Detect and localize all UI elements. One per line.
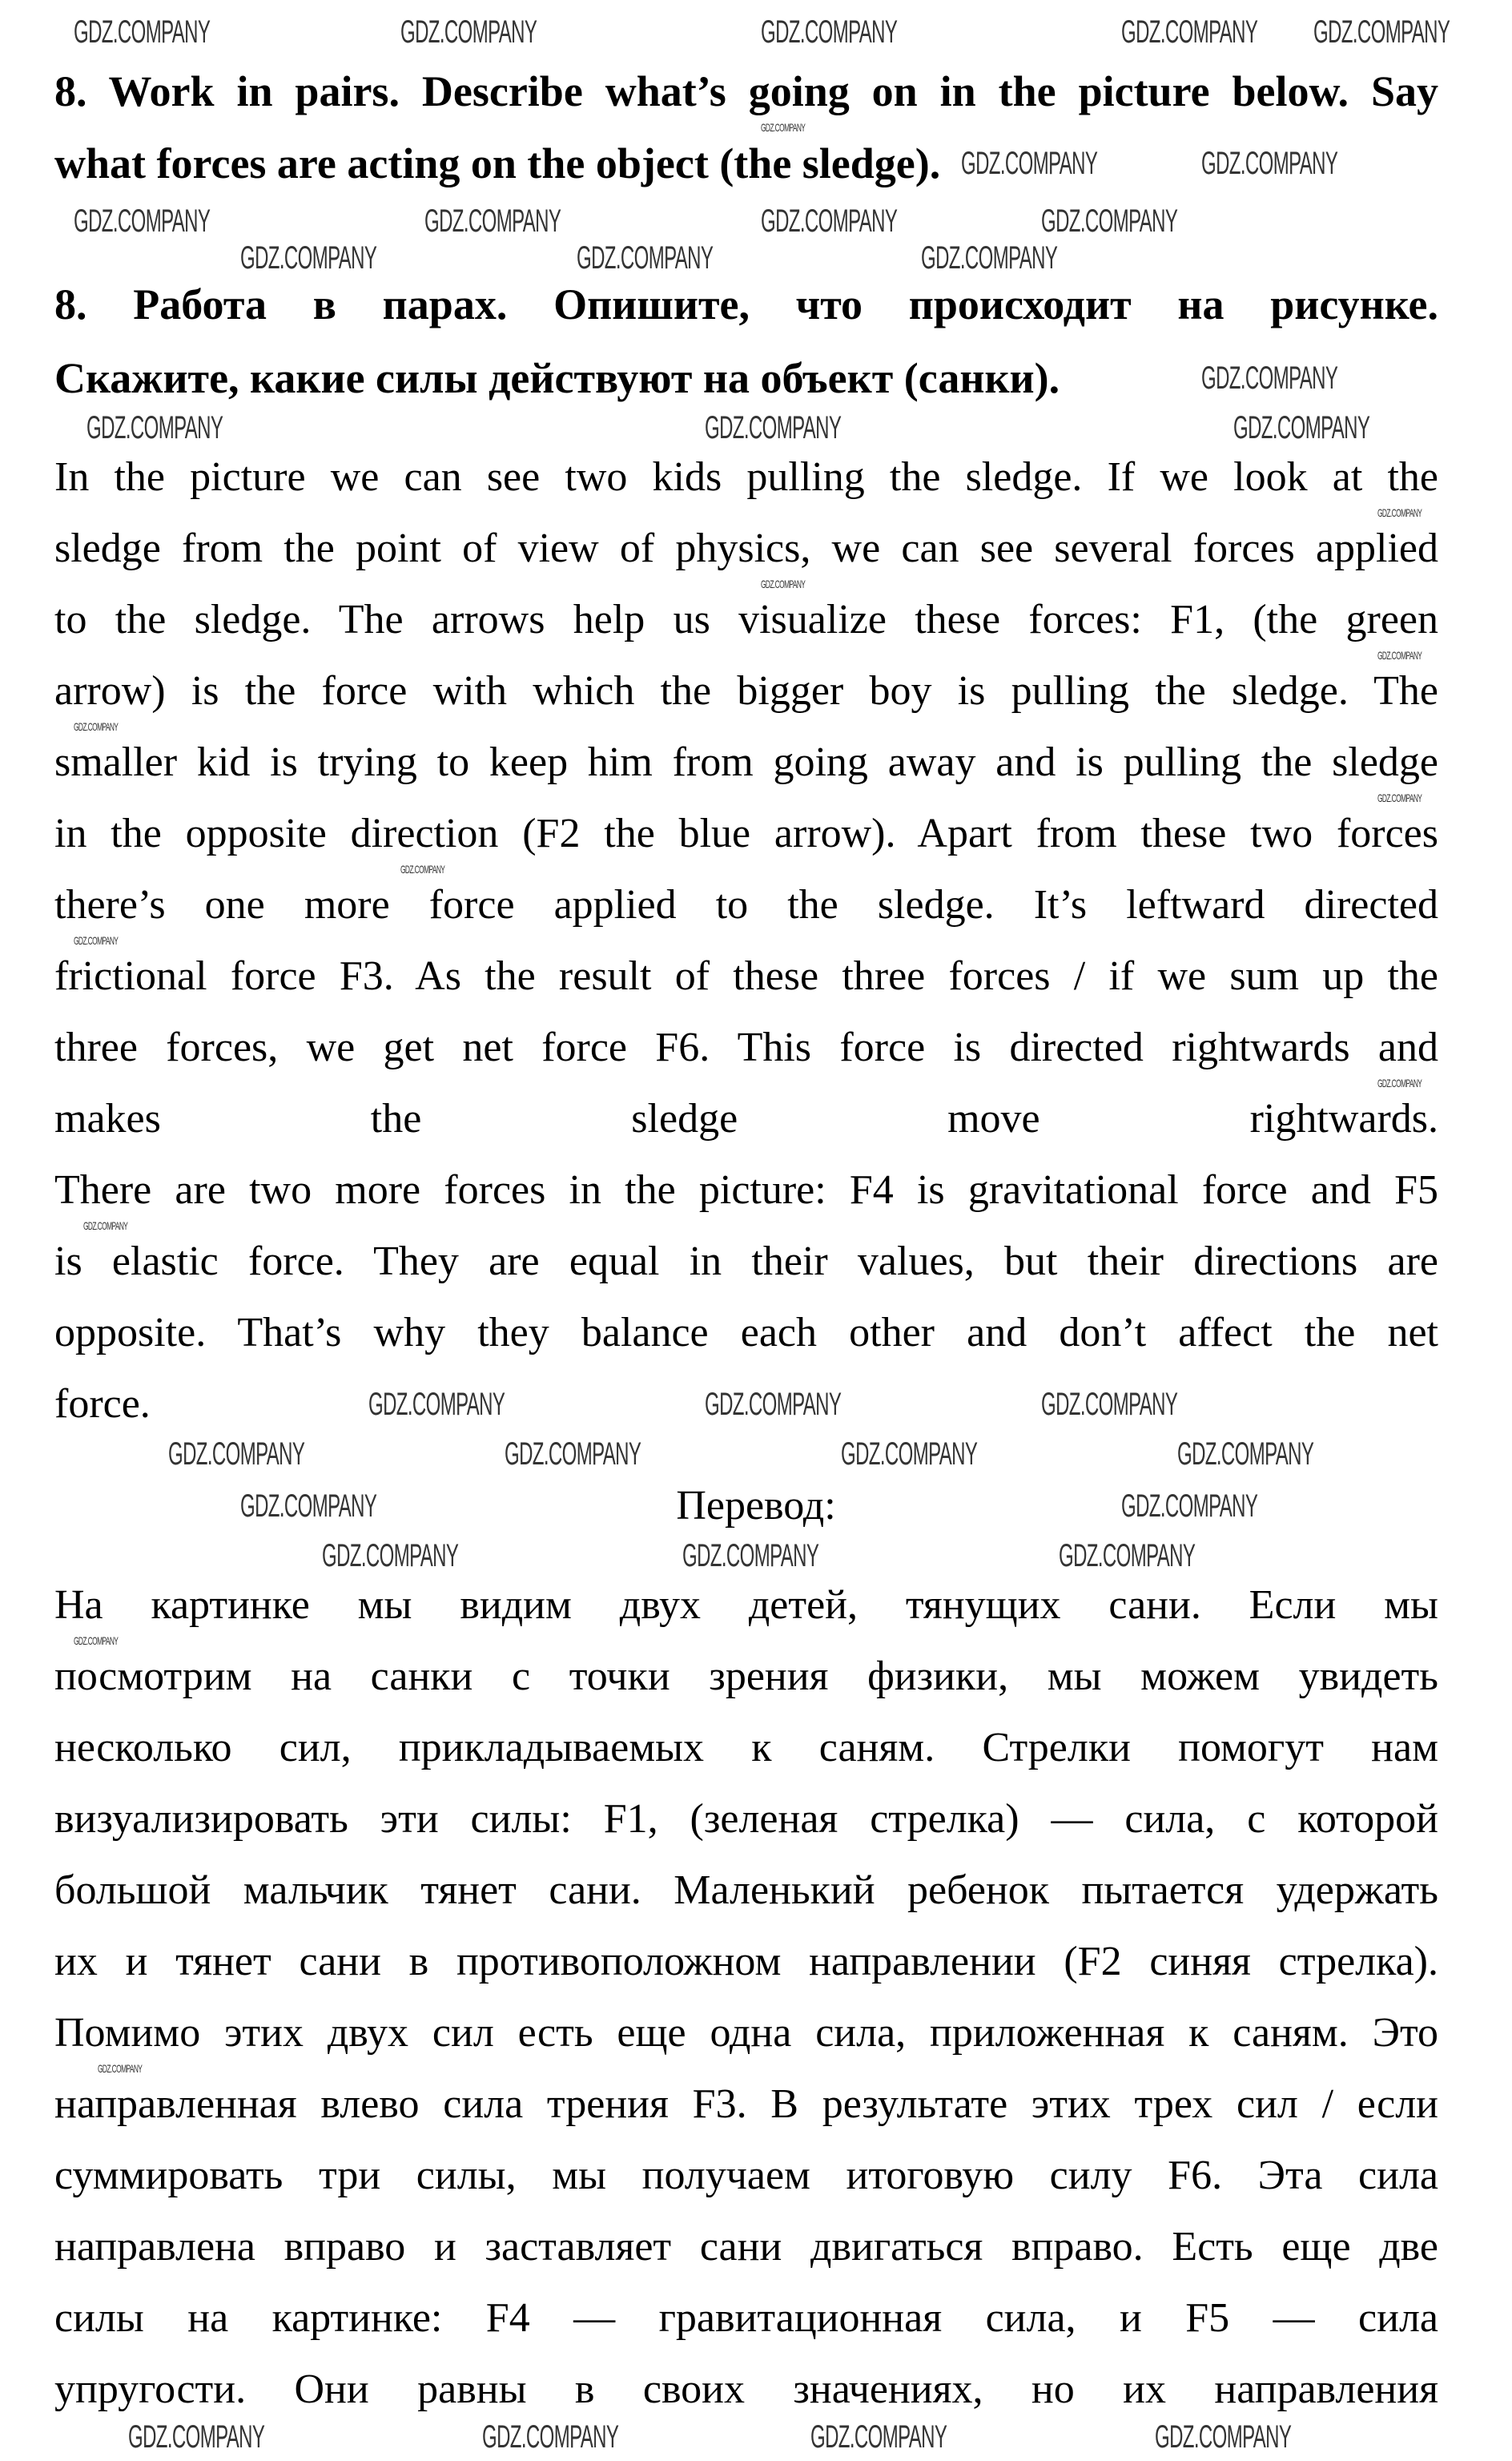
watermark: GDZ.COMPANY	[761, 578, 806, 590]
watermark: GDZ.COMPANY	[168, 1436, 305, 1472]
answer-ru-line: направлена вправо и заставляет сани двигаться вправо. Есть еще две	[54, 2224, 1438, 2270]
answer-en-line: In the picture we can see two kids pulling the sledge. If we look at the	[54, 454, 1438, 500]
watermark: GDZ.COMPANY	[1233, 410, 1370, 445]
answer-en-line: There are two more forces in the picture: F4 is gravitational force and F5	[54, 1167, 1438, 1213]
watermark: GDZ.COMPANY	[577, 240, 714, 276]
translation-heading: Перевод:	[676, 1483, 836, 1529]
watermark: GDZ.COMPANY	[368, 1387, 505, 1422]
watermark: GDZ.COMPANY	[761, 121, 806, 134]
answer-ru-line: несколько сил, прикладываемых к саням. Стрелки помогут нам	[54, 1725, 1438, 1770]
watermark: GDZ.COMPANY	[1041, 203, 1178, 239]
answer-ru-line: направленная влево сила трения F3. В результате этих трех сил / если	[54, 2081, 1438, 2127]
watermark: GDZ.COMPANY	[1155, 2419, 1292, 2455]
watermark: GDZ.COMPANY	[98, 2062, 143, 2075]
watermark: GDZ.COMPANY	[128, 2419, 265, 2455]
watermark: GDZ.COMPANY	[1177, 1436, 1314, 1472]
answer-ru-line: визуализировать эти силы: F1, (зеленая стрелка) — сила, с которой	[54, 1796, 1438, 1842]
answer-en-line: frictional force F3. As the result of these three forces / if we sum up the	[54, 953, 1438, 999]
watermark: GDZ.COMPANY	[705, 1387, 842, 1422]
watermark: GDZ.COMPANY	[74, 203, 211, 239]
task-heading-en-line: 8. Work in pairs. Describe what’s going on in the picture below. Say	[54, 67, 1438, 115]
watermark: GDZ.COMPANY	[1377, 649, 1422, 662]
watermark: GDZ.COMPANY	[761, 203, 898, 239]
answer-ru-line: Помимо этих двух сил есть еще одна сила, приложенная к саням. Это	[54, 2010, 1438, 2056]
watermark: GDZ.COMPANY	[1201, 146, 1338, 181]
answer-ru-line: большой мальчик тянет сани. Маленький ребенок пытается удержать	[54, 1867, 1438, 1913]
watermark: GDZ.COMPANY	[400, 14, 537, 50]
watermark: GDZ.COMPANY	[74, 14, 211, 50]
answer-en-line: three forces, we get net force F6. This force is directed rightwards and	[54, 1025, 1438, 1070]
answer-en-line: makes the sledge move rightwards.	[54, 1096, 1438, 1142]
watermark: GDZ.COMPANY	[1041, 1387, 1178, 1422]
answer-en-line: sledge from the point of view of physics, we can see several forces applied	[54, 526, 1438, 571]
watermark: GDZ.COMPANY	[74, 934, 119, 947]
watermark: GDZ.COMPANY	[1377, 1077, 1422, 1090]
watermark: GDZ.COMPANY	[322, 1538, 459, 1573]
watermark: GDZ.COMPANY	[240, 240, 377, 276]
answer-en-line: to the sledge. The arrows help us visualize these forces: F1, (the green	[54, 597, 1438, 642]
answer-en-line: force.	[54, 1381, 151, 1427]
watermark: GDZ.COMPANY	[1121, 1488, 1258, 1524]
watermark: GDZ.COMPANY	[705, 410, 842, 445]
watermark: GDZ.COMPANY	[240, 1488, 377, 1524]
answer-ru-line: их и тянет сани в противоположном направлении (F2 синяя стрелка).	[54, 1939, 1438, 1984]
answer-en-line: there’s one more force applied to the sledge. It’s leftward directed	[54, 882, 1438, 928]
watermark: GDZ.COMPANY	[505, 1436, 641, 1472]
watermark: GDZ.COMPANY	[74, 1634, 119, 1647]
answer-en-line: smaller kid is trying to keep him from going away and is pulling the sledge	[54, 739, 1438, 785]
watermark: GDZ.COMPANY	[1377, 791, 1422, 804]
answer-en-line: is elastic force. They are equal in their values, but their directions are	[54, 1239, 1438, 1284]
watermark: GDZ.COMPANY	[83, 1219, 128, 1232]
answer-en-line: in the opposite direction (F2 the blue arrow). Apart from these two forces	[54, 811, 1438, 856]
watermark: GDZ.COMPANY	[1121, 14, 1258, 50]
watermark: GDZ.COMPANY	[400, 863, 445, 876]
watermark: GDZ.COMPANY	[961, 146, 1098, 181]
watermark: GDZ.COMPANY	[424, 203, 561, 239]
answer-en-line: arrow) is the force with which the bigger boy is pulling the sledge. The	[54, 668, 1438, 714]
task-heading-ru-line: Скажите, какие силы действуют на объект (санки).	[54, 354, 1060, 402]
watermark: GDZ.COMPANY	[682, 1538, 819, 1573]
answer-ru-line: упругости. Они равны в своих значениях, но их направления	[54, 2366, 1438, 2412]
watermark: GDZ.COMPANY	[86, 410, 223, 445]
watermark: GDZ.COMPANY	[1377, 506, 1422, 519]
watermark: GDZ.COMPANY	[810, 2419, 947, 2455]
watermark: GDZ.COMPANY	[841, 1436, 978, 1472]
watermark: GDZ.COMPANY	[74, 720, 119, 733]
task-heading-ru-line: 8. Работа в парах. Опишите, что происходит на рисунке.	[54, 280, 1438, 328]
watermark: GDZ.COMPANY	[921, 240, 1058, 276]
watermark: GDZ.COMPANY	[1313, 14, 1450, 50]
answer-ru-line: суммировать три силы, мы получаем итоговую силу F6. Эта сила	[54, 2153, 1438, 2198]
watermark: GDZ.COMPANY	[482, 2419, 619, 2455]
answer-en-line: opposite. That’s why they balance each other and don’t affect the net	[54, 1310, 1438, 1355]
watermark: GDZ.COMPANY	[1059, 1538, 1196, 1573]
task-heading-en-line: what forces are acting on the object (the sledge).	[54, 139, 941, 187]
watermark: GDZ.COMPANY	[1201, 360, 1338, 396]
watermark: GDZ.COMPANY	[761, 14, 898, 50]
answer-ru-line: силы на картинке: F4 — гравитационная сила, и F5 — сила	[54, 2295, 1438, 2341]
answer-ru-line: На картинке мы видим двух детей, тянущих сани. Если мы	[54, 1582, 1438, 1628]
answer-ru-line: посмотрим на санки с точки зрения физики, мы можем увидеть	[54, 1653, 1438, 1699]
